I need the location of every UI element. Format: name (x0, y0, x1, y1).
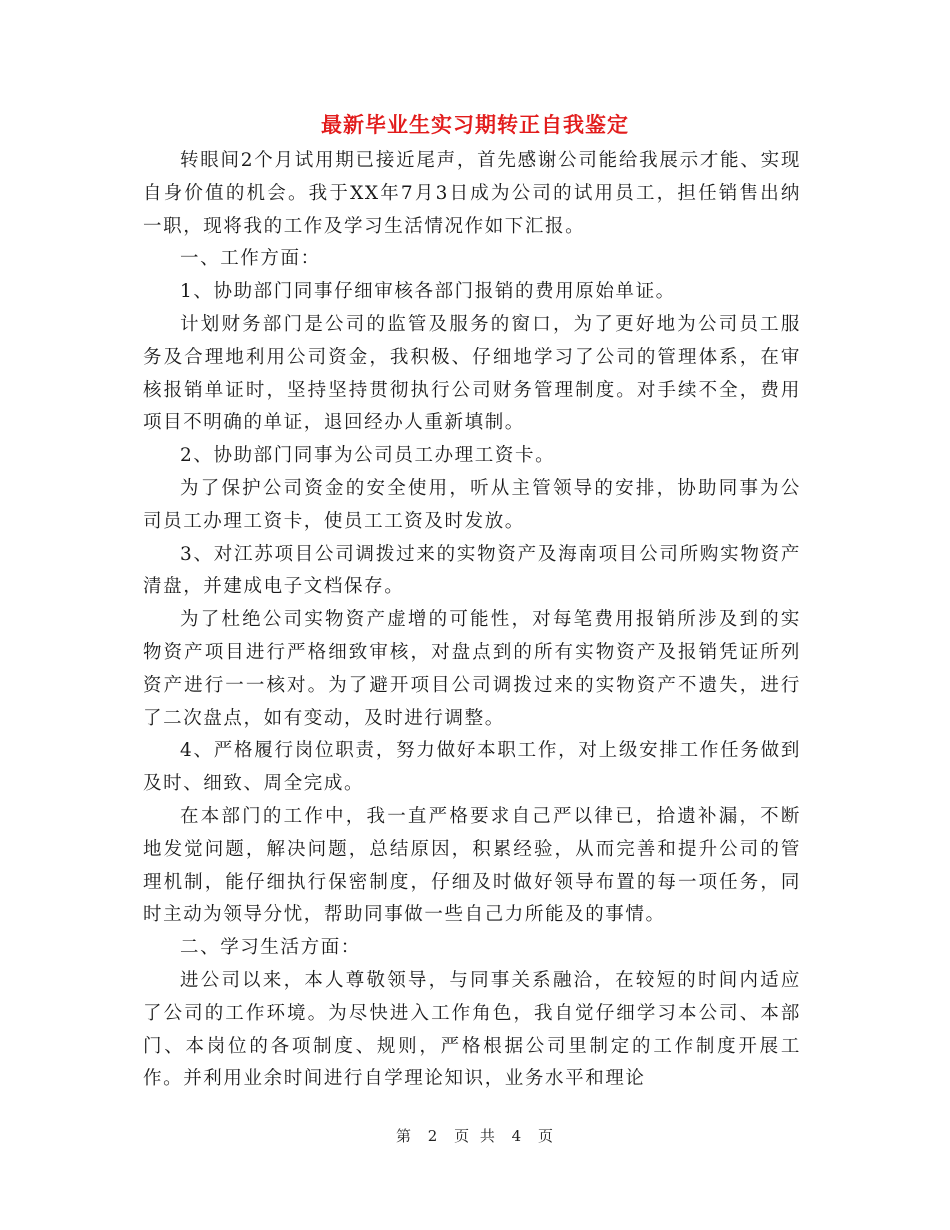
paragraph: 3、对江苏项目公司调拨过来的实物资产及海南项目公司所购实物资产清盘，并建成电子文档保存。 (143, 543, 801, 598)
paragraph: 进公司以来，本人尊敬领导，与同事关系融洽，在较短的时间内适应了公司的工作环境。为尽快进入工作角色，我自觉仔细学习本公司、本部门、本岗位的各项制度、规则，严格根据公司里制定的工作制度开展工作。并利用业余时间进行自学理论知识，业务水平和理论 (143, 969, 801, 1090)
footer-suffix: 页 (538, 1127, 555, 1145)
page-footer (0, 1125, 950, 1146)
paragraph: 在本部门的工作中，我一直严格要求自己严以律已，拾遗补漏，不断地发觉问题，解决问题，总结原因，积累经验，从而完善和提升公司的管理机制，能仔细执行保密制度，仔细及时做好领导布置的每一项任务，同时主动为领导分忧，帮助同事做一些自己力所能及的事情。 (143, 805, 801, 926)
total-page-count: 4 (511, 1127, 523, 1145)
footer-middle: 页 共 (454, 1127, 496, 1145)
document-body (143, 145, 801, 1096)
current-page-number: 2 (427, 1127, 439, 1145)
footer-prefix: 第 (395, 1127, 412, 1145)
paragraph: 为了保护公司资金的安全使用，听从主管领导的安排，协助同事为公司员工办理工资卡，使员工工资及时发放。 (143, 477, 801, 532)
section-heading-work: 一、工作方面： (180, 248, 321, 270)
paragraph: 2、协助部门同事为公司员工办理工资卡。 (180, 445, 556, 467)
paragraph: 转眼间2个月试用期已接近尾声，首先感谢公司能给我展示才能、实现自身价值的机会。我于XX年7月3日成为公司的试用员工，担任销售出纳一职，现将我的工作及学习生活情况作如下汇报。 (143, 150, 801, 237)
paragraph: 4、严格履行岗位职责，努力做好本职工作，对上级安排工作任务做到及时、细致、周全完成。 (143, 740, 801, 795)
paragraph: 1、协助部门同事仔细审核各部门报销的费用原始单证。 (180, 281, 676, 303)
document-title: 最新毕业生实习期转正自我鉴定 (321, 112, 629, 137)
section-heading-study: 二、学习生活方面： (180, 937, 361, 959)
paragraph: 计划财务部门是公司的监管及服务的窗口，为了更好地为公司员工服务及合理地利用公司资金，我积极、仔细地学习了公司的管理体系，在审核报销单证时，坚持坚持贯彻执行公司财务管理制度。对手续不全，费用项目不明确的单证，退回经办人重新填制。 (143, 313, 801, 434)
paragraph: 为了杜绝公司实物资产虚增的可能性，对每笔费用报销所涉及到的实物资产项目进行严格细致审核，对盘点到的所有实物资产及报销凭证所列资产进行一一核对。为了避开项目公司调拨过来的实物资产不遗失，进行了二次盘点，如有变动，及时进行调整。 (143, 609, 801, 729)
